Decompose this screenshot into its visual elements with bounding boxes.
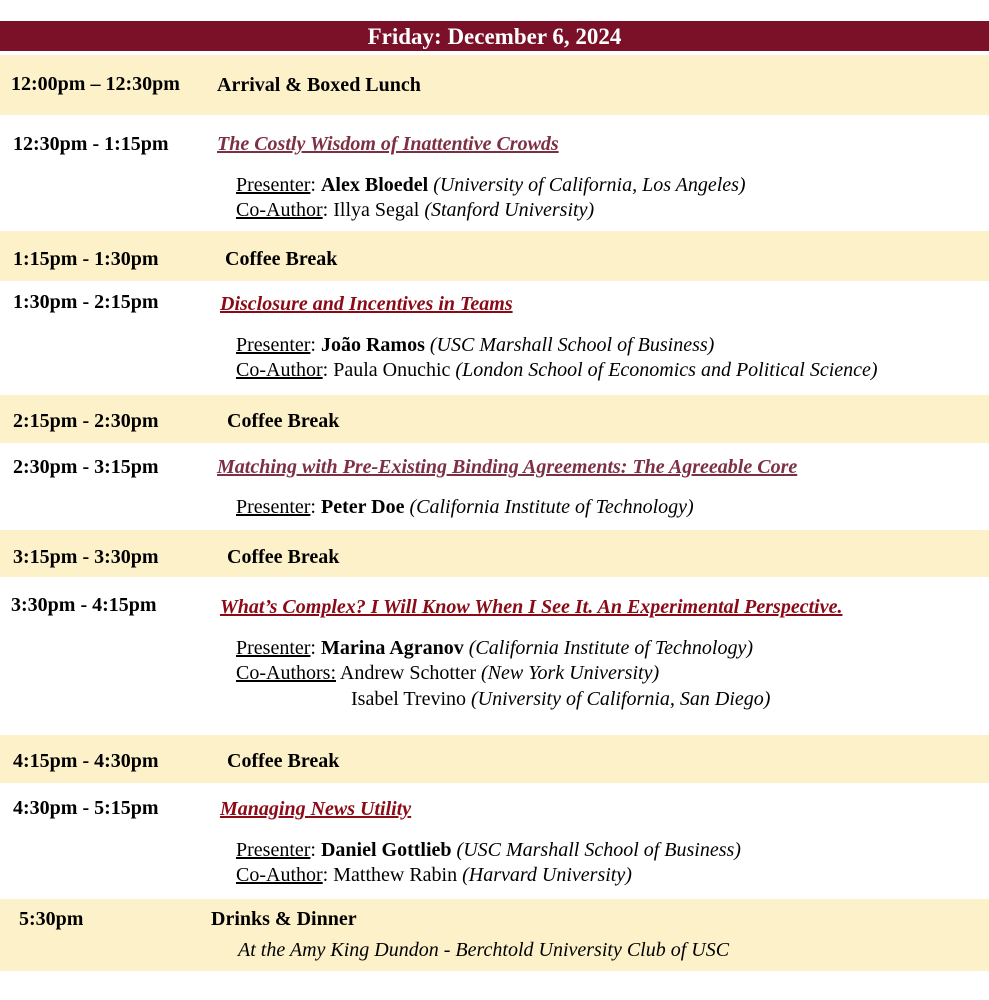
coauthor-name: Illya Segal [333,199,420,221]
talk-title-link[interactable]: The Costly Wisdom of Inattentive Crowds [217,133,559,155]
presenter-line: Presenter: Peter Doe (California Institute of Technology) [236,496,694,518]
session-label: Drinks & Dinner [211,908,357,930]
coauthor-affiliation: (Harvard University) [462,864,632,886]
presenter-affiliation: (California Institute of Technology) [409,496,694,518]
coauthor-name: Paula Onuchic [333,359,451,381]
presenter-label: Presenter [236,496,311,518]
presenter-label: Presenter [236,174,311,196]
session-label: Coffee Break [225,248,338,270]
coauthor-line: Co-Author: Illya Segal (Stanford University) [236,199,595,221]
coauthor-label: Co-Author [236,359,323,381]
coauthor-name: Isabel Trevino [351,688,466,710]
session-label: Coffee Break [227,410,340,432]
session-time: 3:30pm - 4:15pm [11,594,157,616]
coauthor-affiliation: (University of California, San Diego) [471,688,771,710]
session-label: Coffee Break [227,546,340,568]
coauthor-line: Co-Author: Paula Onuchic (London School of Economics and Political Science) [236,359,878,381]
session-time: 1:15pm - 1:30pm [13,248,159,270]
coauthor-line [236,662,659,685]
presenter-line: Presenter: Alex Bloedel (University of California, Los Angeles) [236,174,746,196]
day-header: Friday: December 6, 2024 [0,21,989,51]
presenter-name: Daniel Gottlieb [320,839,452,861]
coauthor-affiliation: (New York University) [480,662,660,684]
session-time: 12:30pm - 1:15pm [13,133,169,155]
coauthor-label: Co-Authors: [236,662,336,684]
presenter-line: Presenter: Daniel Gottlieb (USC Marshall School of Business) [236,839,741,861]
venue-text: At the Amy King Dundon - Berchtold University Club of USC [238,939,730,961]
session-label: Coffee Break [227,750,340,772]
session-time: 1:30pm - 2:15pm [13,291,159,313]
coauthor-label: Co-Author [236,199,323,221]
talk-title-link[interactable]: Managing News Utility [220,798,412,820]
coauthor-line: Co-Author: Matthew Rabin (Harvard University) [236,864,632,886]
session-time: 3:15pm - 3:30pm [13,546,159,568]
presenter-affiliation: (USC Marshall School of Business) [456,839,741,861]
session-time: 5:30pm [19,908,84,930]
presenter-name: Peter Doe [320,496,405,518]
presenter-name: Alex Bloedel [320,174,429,196]
session-time: 4:30pm - 5:15pm [13,797,159,819]
presenter-name: João Ramos [320,334,425,356]
presenter-label: Presenter [236,637,311,659]
presenter-affiliation: (University of California, Los Angeles) [433,174,746,196]
presenter-line: Presenter: João Ramos (USC Marshall School of Business) [236,334,715,356]
presenter-name: Marina Agranov [320,637,464,659]
talk-title-link[interactable]: Matching with Pre-Existing Binding Agreements: The Agreeable Core [217,456,798,478]
coauthor-name: Andrew Schotter [339,662,476,684]
session-time: 2:15pm - 2:30pm [13,410,159,432]
talk-title-link[interactable]: Disclosure and Incentives in Teams [220,293,513,315]
presenter-line: Presenter: Marina Agranov (California Institute of Technology) [236,637,754,659]
coauthor-affiliation: (London School of Economics and Political Science) [455,359,878,381]
presenter-label: Presenter [236,839,311,861]
coauthor-name: Matthew Rabin [333,864,458,886]
coauthor-affiliation: (Stanford University) [424,199,595,221]
coauthor-line [351,688,770,711]
session-label: Arrival & Boxed Lunch [217,74,421,96]
coauthor-label: Co-Author [236,864,323,886]
presenter-affiliation: (USC Marshall School of Business) [429,334,715,356]
talk-title-link[interactable]: What’s Complex? I Will Know When I See It. An Experimental Perspective. [220,596,843,618]
session-time: 2:30pm - 3:15pm [13,456,159,478]
presenter-affiliation: (California Institute of Technology) [468,637,754,659]
presenter-label: Presenter [236,334,311,356]
session-time: 12:00pm – 12:30pm [11,73,180,95]
session-time: 4:15pm - 4:30pm [13,750,159,772]
